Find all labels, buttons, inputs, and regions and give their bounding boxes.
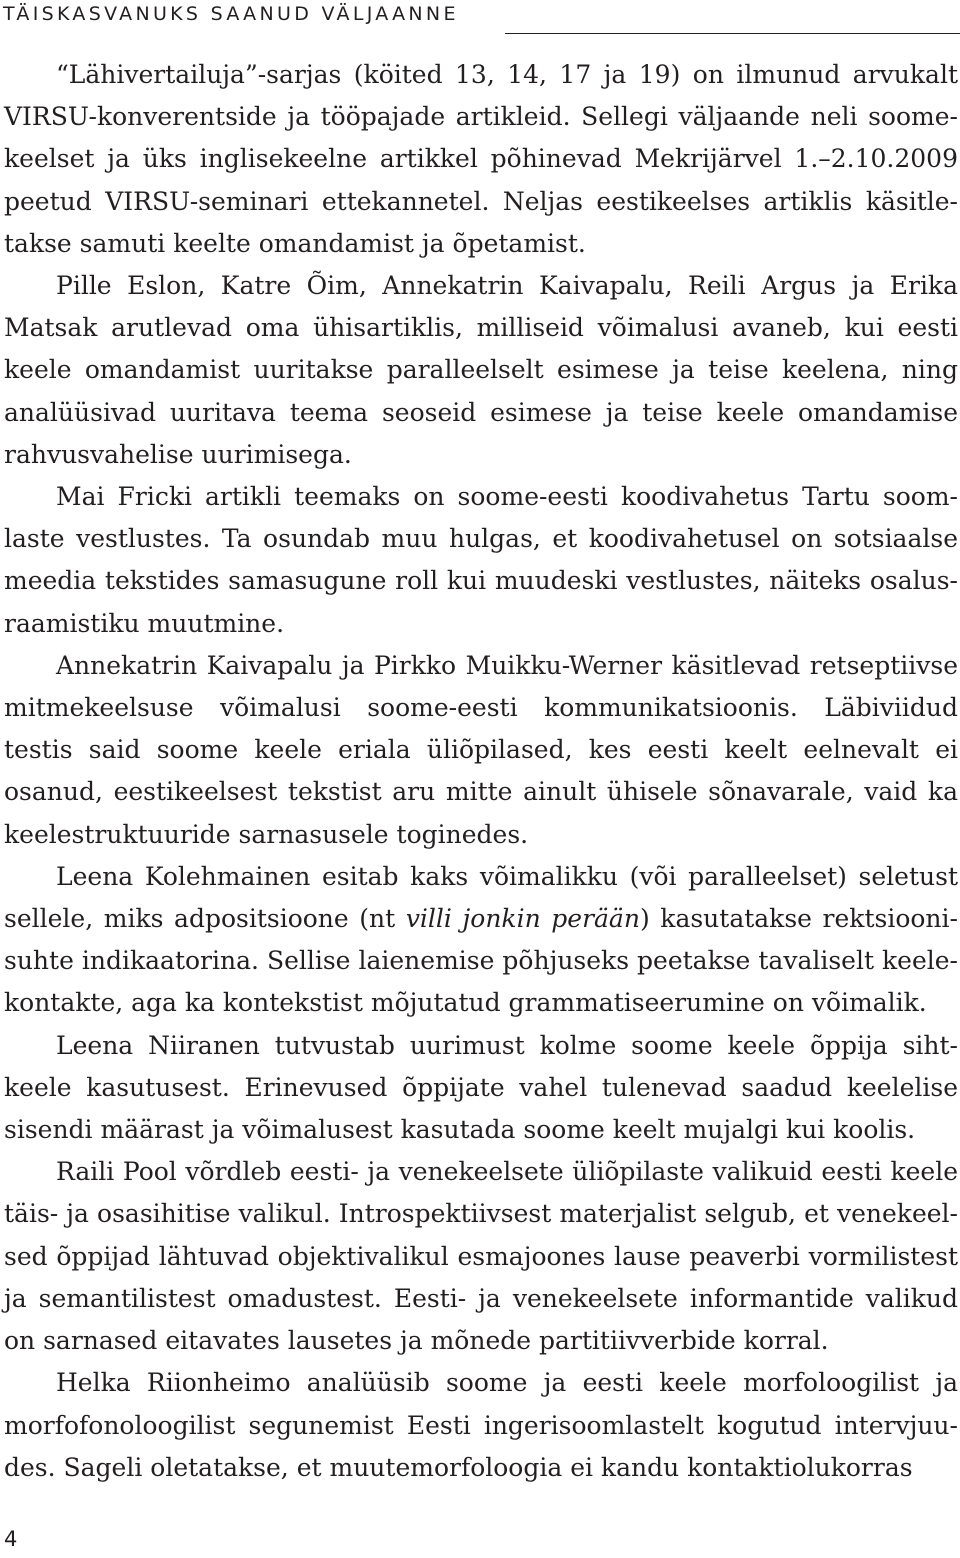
paragraph-intro: “Lähivertailuja”-sarjas (köited 13, 14, 17 ja 19) on ilmunud arvukalt VIRSU-konverentside ja tööpajade artikleid. Sellegi väljaande neli soomekeelset ja üks inglisekeelne artikkel põhinevad Mekrijärvel 1.–2.10.2009 peetud VIRSU-seminari ettekannetel. Neljas eestikeelses artiklis käsitletakse samuti keelte omandamist ja õpetamist. xyxy=(4,60,958,258)
example-phrase: villi jonkin perään xyxy=(405,904,640,934)
running-header: TÄISKASVANUKS SAANUD VÄLJAANNE xyxy=(3,3,459,25)
paragraph-pool: Raili Pool võrdleb eesti- ja venekeelsete üliõpilaste valikuid eesti keele täis- ja osasihitise valikul. Introspektiivsest materjalist selgub, et venekeelsed õppijad lähtuvad objektivalikul esmajoones lause peaverbi vormilistest ja semantilistest omadustest. Eesti- ja venekeelsete informantide valikud on sarnased eitavates lausetes ja mõnede partitiivverbide korral. xyxy=(4,1157,958,1356)
paragraph-frick: Mai Fricki artikli teemaks on soome-eesti koodivahetus Tartu soomlaste vestlustes. Ta osundab muu hulgas, et koodivahetusel on sotsiaalse meedia tekstides samasugune roll kui muudeski vestlustes, näiteks osalusraamistiku muutmine. xyxy=(4,482,958,638)
header-rule xyxy=(505,33,960,34)
paragraph-kolehmainen-after: ) kasutatakse rektsioonisuhte indikaatorina. Sellise laienemise põhjuseks peetakse tavaliselt keelekontakte, aga ka kontekstist mõjutatud grammatiseerumine on võimalik. xyxy=(4,904,958,1018)
page-number: 4 xyxy=(4,1527,18,1551)
paragraph-kolehmainen-before: Leena Kolehmainen esitab kaks võimalikku (või paralleelset) seletust sellele, miks adpositsioone (nt xyxy=(4,861,958,934)
paragraph-kaivapalu: Annekatrin Kaivapalu ja Pirkko Muikku-Werner käsitlevad retseptiivse mitmekeelsuse võimalusi soome-eesti kommunikatsioonis. Läbiviidud testis said soome keele eriala üliõpilased, kes eesti keelt eelnevalt ei osanud, eestikeelsest tekstist aru mitte ainult ühisele sõnavarale, vaid ka keelestruktuuride sarnasusele toginedes. xyxy=(4,650,958,849)
paragraph-eslon: Pille Eslon, Katre Õim, Annekatrin Kaivapalu, Reili Argus ja Erika Matsak arutlevad oma ühisartiklis, milliseid võimalusi avaneb, kui eesti keele omandamist uuritakse paralleelselt esimese ja teise keelena, ning analüüsivad uuritava teema seoseid esimese ja teise keele omandamise rahvusvahelise uurimisega. xyxy=(4,271,958,469)
body-text xyxy=(4,54,958,1489)
paragraph-riionheimo: Helka Riionheimo analüüsib soome ja eesti keele morfoloogilist ja morfofonoloogilist segunemist Eesti ingerisoomlastelt kogutud intervjuudes. Sageli oletatakse, et muutemorfoloogia ei kandu kontaktiolukorras xyxy=(4,1368,958,1482)
paragraph-niiranen: Leena Niiranen tutvustab uurimust kolme soome keele õppija sihtkeele kasutusest. Erinevused õppijate vahel tulenevad saadud keelelise sisendi määrast ja võimalusest kasutada soome keelt mujalgi kui koolis. xyxy=(4,1030,958,1145)
paragraph-kolehmainen xyxy=(4,856,958,1025)
